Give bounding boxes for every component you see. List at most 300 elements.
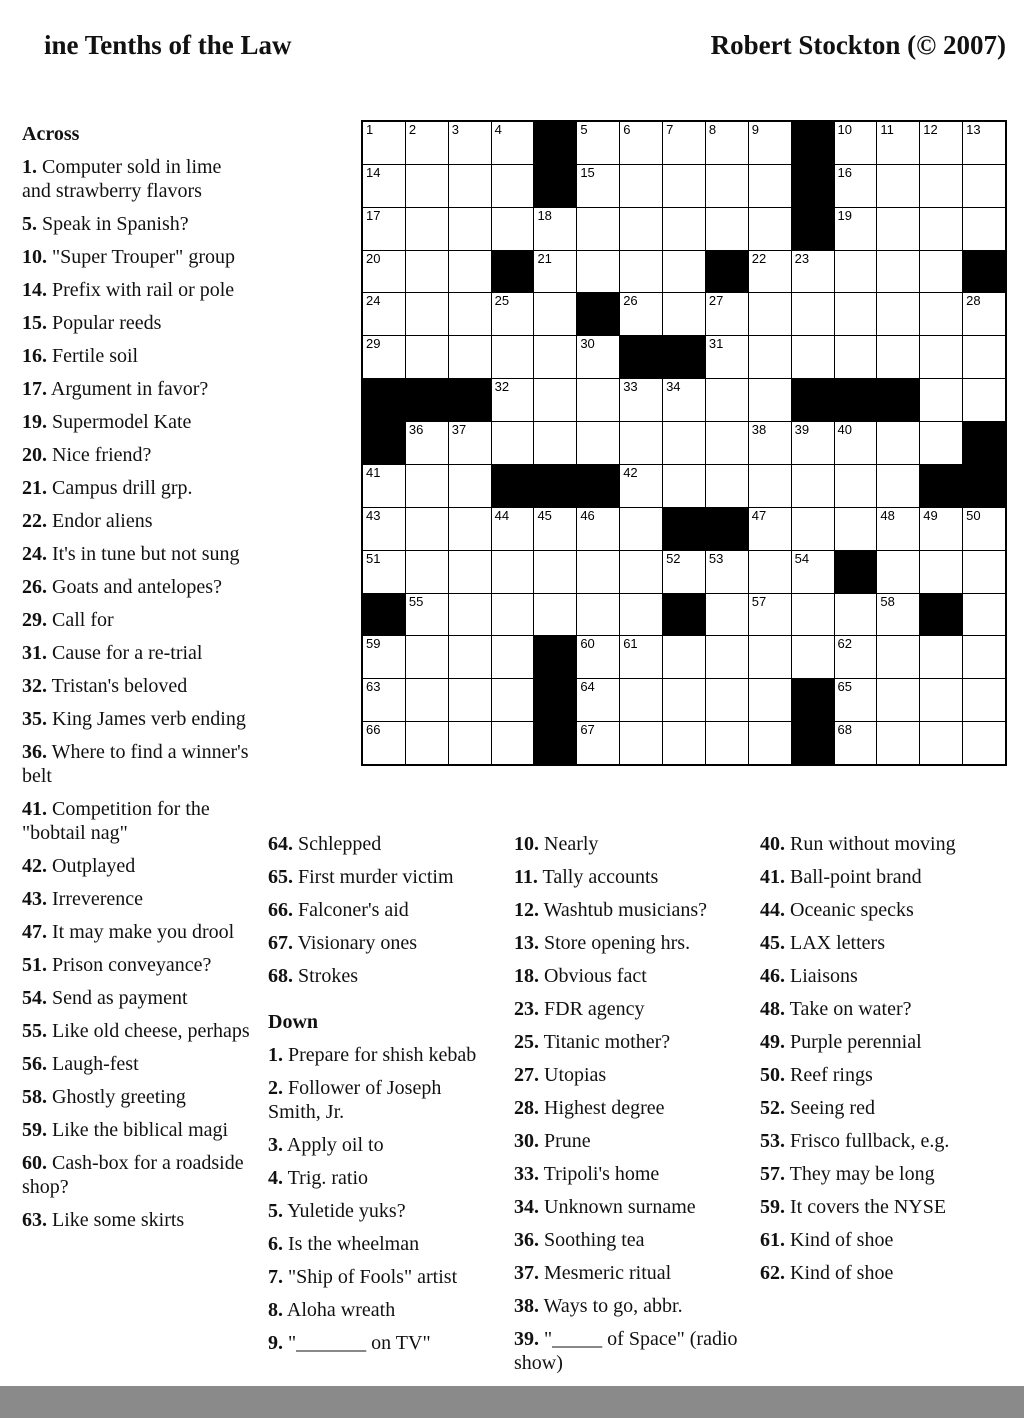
clue-number: 11. (514, 866, 538, 888)
answer-cell[interactable] (963, 722, 1005, 764)
clue-number: 25. (514, 1031, 539, 1053)
block-cell (363, 422, 405, 464)
answer-cell[interactable] (534, 251, 576, 293)
cell-number: 9 (751, 122, 760, 137)
answer-cell[interactable] (920, 722, 962, 764)
answer-cell[interactable] (835, 208, 877, 250)
answer-cell[interactable] (363, 208, 405, 250)
answer-cell[interactable] (492, 594, 534, 636)
answer-cell[interactable] (363, 122, 405, 164)
cell-number: 11 (880, 122, 894, 137)
answer-cell[interactable] (406, 594, 448, 636)
cell-number: 65 (837, 679, 852, 695)
answer-cell[interactable] (406, 165, 448, 207)
answer-cell[interactable] (963, 336, 1005, 378)
answer-cell[interactable] (663, 293, 705, 335)
answer-cell[interactable] (792, 465, 834, 507)
clue-text: Cause for a re-trial (52, 642, 203, 664)
clue-number: 34. (514, 1196, 539, 1218)
answer-cell[interactable] (963, 594, 1005, 636)
answer-cell[interactable] (706, 594, 748, 636)
clues-column-3 (514, 832, 744, 1384)
answer-cell[interactable] (835, 594, 877, 636)
clue-text: Titanic mother? (543, 1031, 671, 1053)
clue-text: Strokes (298, 965, 358, 987)
answer-cell[interactable] (835, 293, 877, 335)
clue-number: 31. (22, 642, 47, 664)
answer-cell[interactable] (792, 551, 834, 593)
answer-cell[interactable] (449, 165, 491, 207)
answer-cell[interactable] (835, 636, 877, 678)
answer-cell[interactable] (706, 465, 748, 507)
answer-cell[interactable] (620, 293, 662, 335)
answer-cell[interactable] (706, 379, 748, 421)
clue-number: 15. (22, 312, 47, 334)
clue-text: Ball-point brand (790, 866, 922, 888)
clue-text: Campus drill grp. (52, 477, 193, 499)
answer-cell[interactable] (835, 251, 877, 293)
answer-cell[interactable] (877, 122, 919, 164)
clue-text: Tally accounts (542, 866, 659, 888)
clue-number: 47. (22, 921, 47, 943)
answer-cell[interactable] (663, 722, 705, 764)
answer-cell[interactable] (706, 636, 748, 678)
answer-cell[interactable] (749, 165, 791, 207)
answer-cell[interactable] (792, 293, 834, 335)
answer-cell[interactable] (706, 293, 748, 335)
answer-cell[interactable] (492, 636, 534, 678)
answer-cell[interactable] (663, 636, 705, 678)
puzzle-title: ine Tenths of the Law (44, 30, 292, 60)
answer-cell[interactable] (492, 379, 534, 421)
answer-cell[interactable] (835, 722, 877, 764)
clue (22, 1118, 252, 1142)
answer-cell[interactable] (492, 208, 534, 250)
clue-text: Nice friend? (52, 444, 152, 466)
answer-cell[interactable] (620, 551, 662, 593)
down-clue-list-continued (514, 832, 744, 1375)
answer-cell[interactable] (492, 508, 534, 550)
answer-cell[interactable] (620, 465, 662, 507)
clue (268, 1232, 498, 1256)
across-heading: Across (22, 123, 80, 145)
answer-cell[interactable] (877, 636, 919, 678)
cell-number: 25 (494, 293, 510, 309)
answer-cell[interactable] (449, 551, 491, 593)
cell-number: 40 (837, 422, 852, 438)
answer-cell[interactable] (577, 379, 619, 421)
cell-number: 62 (837, 636, 852, 652)
answer-cell[interactable] (363, 251, 405, 293)
answer-cell[interactable] (577, 551, 619, 593)
answer-cell[interactable] (534, 422, 576, 464)
clue-text: Highest degree (544, 1097, 665, 1119)
answer-cell[interactable] (492, 679, 534, 721)
answer-cell[interactable] (449, 293, 491, 335)
answer-cell[interactable] (835, 422, 877, 464)
answer-cell[interactable] (492, 422, 534, 464)
answer-cell[interactable] (792, 422, 834, 464)
answer-cell[interactable] (835, 165, 877, 207)
answer-cell[interactable] (835, 679, 877, 721)
cell-number: 47 (751, 507, 767, 523)
answer-cell[interactable] (406, 508, 448, 550)
answer-cell[interactable] (577, 208, 619, 250)
answer-cell[interactable] (534, 508, 576, 550)
answer-cell[interactable] (749, 551, 791, 593)
clue-number: 38. (514, 1295, 539, 1317)
answer-cell[interactable] (877, 508, 919, 550)
answer-cell[interactable] (920, 379, 962, 421)
clue (22, 1019, 252, 1043)
answer-cell[interactable] (920, 293, 962, 335)
answer-cell[interactable] (749, 679, 791, 721)
answer-cell[interactable] (877, 679, 919, 721)
answer-cell[interactable] (963, 122, 1005, 164)
answer-cell[interactable] (963, 679, 1005, 721)
answer-cell[interactable] (920, 208, 962, 250)
bottom-scroll-bar (0, 1386, 1024, 1418)
answer-cell[interactable] (749, 293, 791, 335)
cell-number: 43 (366, 507, 381, 523)
answer-cell[interactable] (749, 508, 791, 550)
answer-cell[interactable] (406, 293, 448, 335)
answer-cell[interactable] (920, 508, 962, 550)
answer-cell[interactable] (449, 508, 491, 550)
clue-number: 16. (22, 345, 47, 367)
answer-cell[interactable] (749, 336, 791, 378)
answer-cell[interactable] (663, 165, 705, 207)
block-cell (534, 722, 576, 764)
answer-cell[interactable] (363, 551, 405, 593)
answer-cell[interactable] (877, 551, 919, 593)
answer-cell[interactable] (534, 594, 576, 636)
answer-cell[interactable] (877, 465, 919, 507)
clue (760, 1063, 1000, 1087)
answer-cell[interactable] (449, 208, 491, 250)
answer-cell[interactable] (835, 336, 877, 378)
block-cell (492, 465, 534, 507)
answer-cell[interactable] (534, 379, 576, 421)
answer-cell[interactable] (577, 336, 619, 378)
answer-cell[interactable] (792, 508, 834, 550)
clue-text: Irreverence (52, 888, 144, 910)
answer-cell[interactable] (920, 551, 962, 593)
clue-text: Purple perennial (790, 1031, 922, 1053)
clue-text: Like old cheese, perhaps (52, 1020, 250, 1042)
clue (268, 898, 498, 922)
cell-number: 28 (966, 293, 981, 309)
answer-cell[interactable] (792, 636, 834, 678)
answer-cell[interactable] (449, 594, 491, 636)
clue-number: 48. (760, 998, 785, 1020)
answer-cell[interactable] (406, 636, 448, 678)
answer-cell[interactable] (920, 679, 962, 721)
answer-cell[interactable] (706, 165, 748, 207)
answer-cell[interactable] (706, 122, 748, 164)
answer-cell[interactable] (534, 208, 576, 250)
cell-number: 24 (366, 293, 381, 309)
clue-text: Where to find a winner's belt (22, 741, 249, 787)
clue-text: Goats and antelopes? (52, 576, 222, 598)
answer-cell[interactable] (792, 251, 834, 293)
clue-text: It covers the NYSE (790, 1196, 947, 1218)
answer-cell[interactable] (577, 165, 619, 207)
answer-cell[interactable] (363, 165, 405, 207)
answer-cell[interactable] (406, 336, 448, 378)
answer-cell[interactable] (620, 208, 662, 250)
clue (760, 1096, 1000, 1120)
answer-cell[interactable] (706, 551, 748, 593)
clue-number: 52. (760, 1097, 785, 1119)
clue (22, 278, 252, 302)
clue-text: Prison conveyance? (52, 954, 212, 976)
cell-number: 8 (708, 122, 717, 137)
answer-cell[interactable] (534, 551, 576, 593)
clue-text: "_______ on TV" (288, 1332, 431, 1354)
clue (268, 865, 498, 889)
clue-number: 58. (22, 1086, 47, 1108)
answer-cell[interactable] (577, 122, 619, 164)
answer-cell[interactable] (449, 465, 491, 507)
clue (760, 1129, 1000, 1153)
answer-cell[interactable] (706, 679, 748, 721)
answer-cell[interactable] (620, 679, 662, 721)
answer-cell[interactable] (406, 122, 448, 164)
answer-cell[interactable] (749, 422, 791, 464)
cell-number: 14 (366, 164, 381, 180)
clue (22, 1085, 252, 1109)
clue-text: Washtub musicians? (543, 899, 707, 921)
answer-cell[interactable] (577, 508, 619, 550)
cell-number: 59 (366, 636, 381, 652)
answer-cell[interactable] (620, 722, 662, 764)
answer-cell[interactable] (577, 722, 619, 764)
answer-cell[interactable] (492, 293, 534, 335)
clue (22, 608, 252, 632)
answer-cell[interactable] (577, 422, 619, 464)
block-cell (577, 293, 619, 335)
answer-cell[interactable] (706, 208, 748, 250)
block-cell (920, 465, 962, 507)
answer-cell[interactable] (663, 251, 705, 293)
clue-number: 22. (22, 510, 47, 532)
answer-cell[interactable] (534, 293, 576, 335)
clue (268, 1166, 498, 1190)
answer-cell[interactable] (963, 636, 1005, 678)
answer-cell[interactable] (663, 422, 705, 464)
down-heading: Down (268, 1011, 319, 1033)
clue (22, 410, 252, 434)
answer-cell[interactable] (877, 293, 919, 335)
answer-cell[interactable] (363, 722, 405, 764)
answer-cell[interactable] (449, 251, 491, 293)
answer-cell[interactable] (620, 251, 662, 293)
clue (514, 964, 744, 988)
answer-cell[interactable] (706, 336, 748, 378)
cell-number: 6 (623, 122, 631, 137)
answer-cell[interactable] (877, 165, 919, 207)
clue-number: 64. (268, 833, 293, 855)
answer-cell[interactable] (663, 379, 705, 421)
answer-cell[interactable] (749, 208, 791, 250)
answer-cell[interactable] (963, 293, 1005, 335)
answer-cell[interactable] (492, 336, 534, 378)
answer-cell[interactable] (920, 251, 962, 293)
answer-cell[interactable] (449, 636, 491, 678)
across-clue-list-continued (268, 832, 498, 988)
answer-cell[interactable] (663, 122, 705, 164)
answer-cell[interactable] (449, 336, 491, 378)
answer-cell[interactable] (920, 122, 962, 164)
answer-cell[interactable] (406, 722, 448, 764)
answer-cell[interactable] (406, 208, 448, 250)
answer-cell[interactable] (406, 679, 448, 721)
answer-cell[interactable] (792, 336, 834, 378)
clue (514, 1030, 744, 1054)
answer-cell[interactable] (920, 165, 962, 207)
cell-number: 48 (880, 507, 895, 523)
answer-cell[interactable] (363, 336, 405, 378)
answer-cell[interactable] (406, 422, 448, 464)
block-cell (963, 422, 1005, 464)
answer-cell[interactable] (706, 722, 748, 764)
answer-cell[interactable] (577, 636, 619, 678)
answer-cell[interactable] (963, 508, 1005, 550)
answer-cell[interactable] (492, 551, 534, 593)
clue-text: Outplayed (52, 855, 136, 877)
clue-text: Mesmeric ritual (544, 1262, 672, 1284)
answer-cell[interactable] (835, 465, 877, 507)
answer-cell[interactable] (663, 551, 705, 593)
answer-cell[interactable] (963, 379, 1005, 421)
cell-number: 45 (537, 507, 552, 523)
answer-cell[interactable] (620, 508, 662, 550)
clue-text: "_____ of Space" (radio show) (514, 1328, 738, 1374)
clue-number: 39. (514, 1328, 539, 1350)
cell-number: 66 (366, 722, 381, 738)
answer-cell[interactable] (920, 336, 962, 378)
clue (22, 311, 252, 335)
answer-cell[interactable] (492, 122, 534, 164)
answer-cell[interactable] (406, 465, 448, 507)
answer-cell[interactable] (620, 165, 662, 207)
answer-cell[interactable] (963, 165, 1005, 207)
clue-number: 28. (514, 1097, 539, 1119)
answer-cell[interactable] (663, 208, 705, 250)
answer-cell[interactable] (663, 679, 705, 721)
answer-cell[interactable] (877, 208, 919, 250)
clue-text: Tristan's beloved (51, 675, 188, 697)
clue-text: Popular reeds (52, 312, 162, 334)
answer-cell[interactable] (363, 679, 405, 721)
answer-cell[interactable] (363, 293, 405, 335)
puzzle-byline: Robert Stockton (© 2007) (710, 30, 1006, 60)
cell-number: 5 (580, 122, 588, 137)
answer-cell[interactable] (577, 679, 619, 721)
cell-number: 64 (580, 679, 595, 695)
answer-cell[interactable] (620, 379, 662, 421)
answer-cell[interactable] (449, 679, 491, 721)
answer-cell[interactable] (449, 722, 491, 764)
clue (760, 1195, 1000, 1219)
answer-cell[interactable] (877, 251, 919, 293)
answer-cell[interactable] (492, 165, 534, 207)
answer-cell[interactable] (749, 251, 791, 293)
answer-cell[interactable] (749, 594, 791, 636)
clue (22, 1208, 252, 1232)
clue-number: 18. (514, 965, 539, 987)
answer-cell[interactable] (749, 465, 791, 507)
answer-cell[interactable] (749, 722, 791, 764)
clues-column-4 (760, 832, 1000, 1294)
clue (760, 931, 1000, 955)
answer-cell[interactable] (492, 722, 534, 764)
clue-text: Follower of Joseph Smith, Jr. (268, 1077, 442, 1123)
answer-cell[interactable] (620, 636, 662, 678)
answer-cell[interactable] (620, 422, 662, 464)
clue (760, 1261, 1000, 1285)
answer-cell[interactable] (534, 336, 576, 378)
answer-cell[interactable] (835, 122, 877, 164)
answer-cell[interactable] (449, 122, 491, 164)
answer-cell[interactable] (749, 122, 791, 164)
answer-cell[interactable] (877, 336, 919, 378)
answer-cell[interactable] (406, 251, 448, 293)
block-cell (363, 594, 405, 636)
clue (22, 344, 252, 368)
clue (268, 832, 498, 856)
clue-text: They may be long (789, 1163, 935, 1185)
answer-cell[interactable] (449, 422, 491, 464)
answer-cell[interactable] (363, 465, 405, 507)
answer-cell[interactable] (877, 594, 919, 636)
answer-cell[interactable] (663, 465, 705, 507)
answer-cell[interactable] (363, 508, 405, 550)
cell-number: 36 (408, 422, 424, 438)
answer-cell[interactable] (792, 594, 834, 636)
answer-cell[interactable] (963, 551, 1005, 593)
clue-number: 26. (22, 576, 47, 598)
answer-cell[interactable] (835, 508, 877, 550)
answer-cell[interactable] (577, 594, 619, 636)
clue (22, 641, 252, 665)
cell-number: 63 (366, 679, 381, 695)
answer-cell[interactable] (877, 422, 919, 464)
block-cell (577, 465, 619, 507)
clue-number: 37. (514, 1262, 539, 1284)
cell-number: 50 (966, 507, 981, 523)
answer-cell[interactable] (920, 636, 962, 678)
answer-cell[interactable] (363, 636, 405, 678)
cell-number: 7 (666, 122, 674, 137)
clue (760, 832, 1000, 856)
answer-cell[interactable] (963, 208, 1005, 250)
answer-cell[interactable] (406, 551, 448, 593)
answer-cell[interactable] (706, 422, 748, 464)
answer-cell[interactable] (749, 636, 791, 678)
answer-cell[interactable] (749, 379, 791, 421)
answer-cell[interactable] (877, 722, 919, 764)
answer-cell[interactable] (577, 251, 619, 293)
answer-cell[interactable] (620, 122, 662, 164)
block-cell (663, 336, 705, 378)
cell-number: 34 (666, 379, 681, 395)
clue (22, 797, 252, 845)
answer-cell[interactable] (620, 594, 662, 636)
answer-cell[interactable] (920, 422, 962, 464)
cell-number: 68 (837, 722, 852, 738)
